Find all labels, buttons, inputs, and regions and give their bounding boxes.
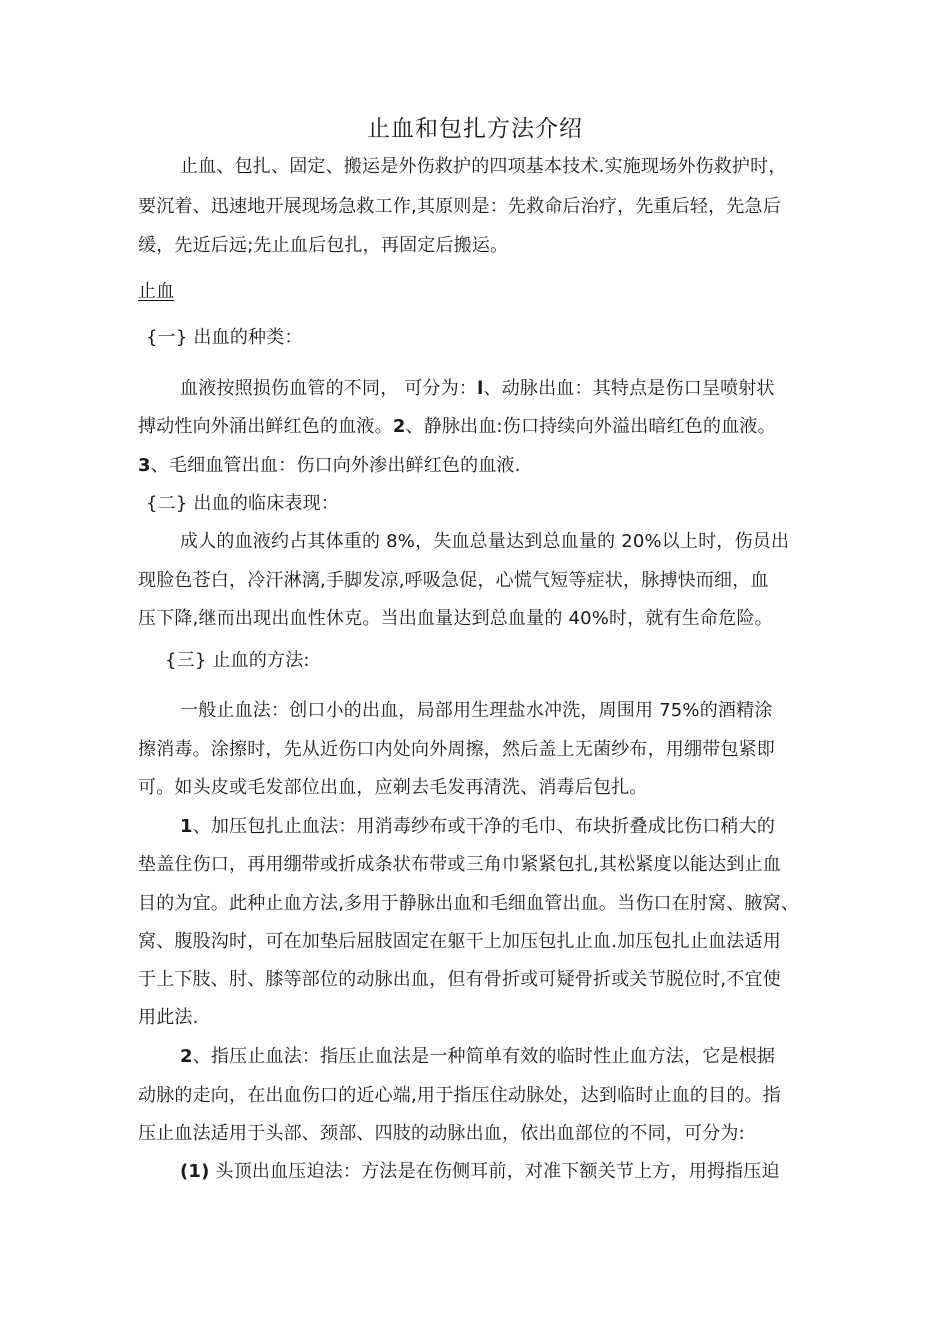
p3-line-1-text: 、指压止血法：指压止血法是一种简单有效的临时性止血方法，它是根据 [192, 1046, 776, 1067]
section-heading: 止血 [138, 281, 175, 302]
subheading-1: {一} 出血的种类： [146, 327, 303, 348]
p2-line-2: 垫盖住伤口，再用绷带或折成条状布带或三角巾紧紧包扎,其松紧度以能达到止血 [138, 854, 781, 875]
p4-line-1 [180, 1161, 780, 1183]
s2-line-3: 压下降,继而出现出血性休克。当出血量达到总血量的 40%时，就有生命危险。 [138, 608, 773, 629]
intro-line-2: 要沉着、迅速地开展现场急救工作,其原则是：先救命后治疗，先重后轻，先急后 [138, 196, 781, 217]
subheading-3: {三} 止血的方法: [165, 650, 310, 671]
p4-num: (1) [180, 1161, 210, 1182]
s2-line-2: 现脸色苍白，冷汗淋漓,手脚发凉,呼吸急促，心慌气短等症状，脉搏快而细，血 [138, 570, 769, 591]
p3-line-1 [180, 1046, 775, 1068]
p1-line-3: 可。如头皮或毛发部位出血，应剃去毛发再清洗、消毒后包扎。 [138, 777, 648, 798]
p2-line-1 [180, 816, 775, 838]
intro-line-1: 止血、包扎、固定、搬运是外伤救护的四项基本技术.实施现场外伤救护时， [180, 156, 787, 177]
p1-line-2: 擦消毒。涂擦时，先从近伤口内处向外周擦，然后盖上无菌纱布，用绷带包紧即 [138, 739, 775, 760]
p2-num: 1 [180, 816, 193, 837]
document-title: 止血和包扎方法介绍 [367, 116, 583, 142]
s1-num-2: 2 [392, 416, 406, 437]
s1-line-1 [180, 378, 775, 400]
p3-line-2: 动脉的走向，在出血伤口的近心端,用于指压住动脉处，达到临时止血的目的。指 [138, 1085, 781, 1106]
s1-line-3 [138, 455, 521, 477]
p2-line-3: 目的为宜。此种止血方法,多用于静脉出血和毛细血管出血。当伤口在肘窝、腋窝、 [138, 893, 800, 914]
s1-line-1-b: 、动脉出血：其特点是伤口呈喷射状 [483, 378, 775, 399]
p2-line-1-text: 、加压包扎止血法：用消毒纱布或干净的毛巾、布块折叠成比伤口稍大的 [192, 816, 776, 837]
p2-line-4: 窝、腹股沟时，可在加垫后屈肢固定在躯干上加压包扎止血.加压包扎止血法适用 [138, 931, 781, 952]
s1-line-3-b: 、毛细血管出血：伤口向外渗出鲜红色的血液. [150, 455, 521, 476]
p2-line-6: 用此法. [138, 1007, 199, 1028]
p3-line-3: 压止血法适用于头部、颈部、四肢的动脉出血，依出血部位的不同，可分为: [138, 1123, 745, 1144]
s1-line-2 [138, 416, 776, 438]
p2-line-5: 于上下肢、肘、膝等部位的动脉出血，但有骨折或可疑骨折或关节脱位时,不宜使 [138, 969, 781, 990]
s2-line-1: 成人的血液约占其体重的 8%，失血总量达到总血量的 20%以上时，伤员出 [180, 531, 790, 552]
s1-line-2-b: 、静脉出血:伤口持续向外溢出暗红色的血液。 [405, 416, 776, 437]
s1-line-1-a: 血液按照损伤血管的不同， 可分为： [180, 378, 478, 399]
s1-line-2-a: 搏动性向外涌出鲜红色的血液。 [138, 416, 393, 437]
p4-line-1-text: 头顶出血压迫法：方法是在伤侧耳前，对准下额关节上方，用拇指压迫 [209, 1161, 780, 1182]
intro-line-3: 缓，先近后远;先止血后包扎，再固定后搬运。 [138, 235, 509, 256]
s1-num-3: 3 [138, 455, 151, 476]
p1-line-1: 一般止血法：创口小的出血，局部用生理盐水冲洗，周围用 75%的酒精涂 [180, 700, 773, 721]
p3-num: 2 [180, 1046, 193, 1067]
s1-num-1: l [477, 378, 484, 399]
subheading-2: {二} 出血的临床表现： [146, 493, 340, 514]
